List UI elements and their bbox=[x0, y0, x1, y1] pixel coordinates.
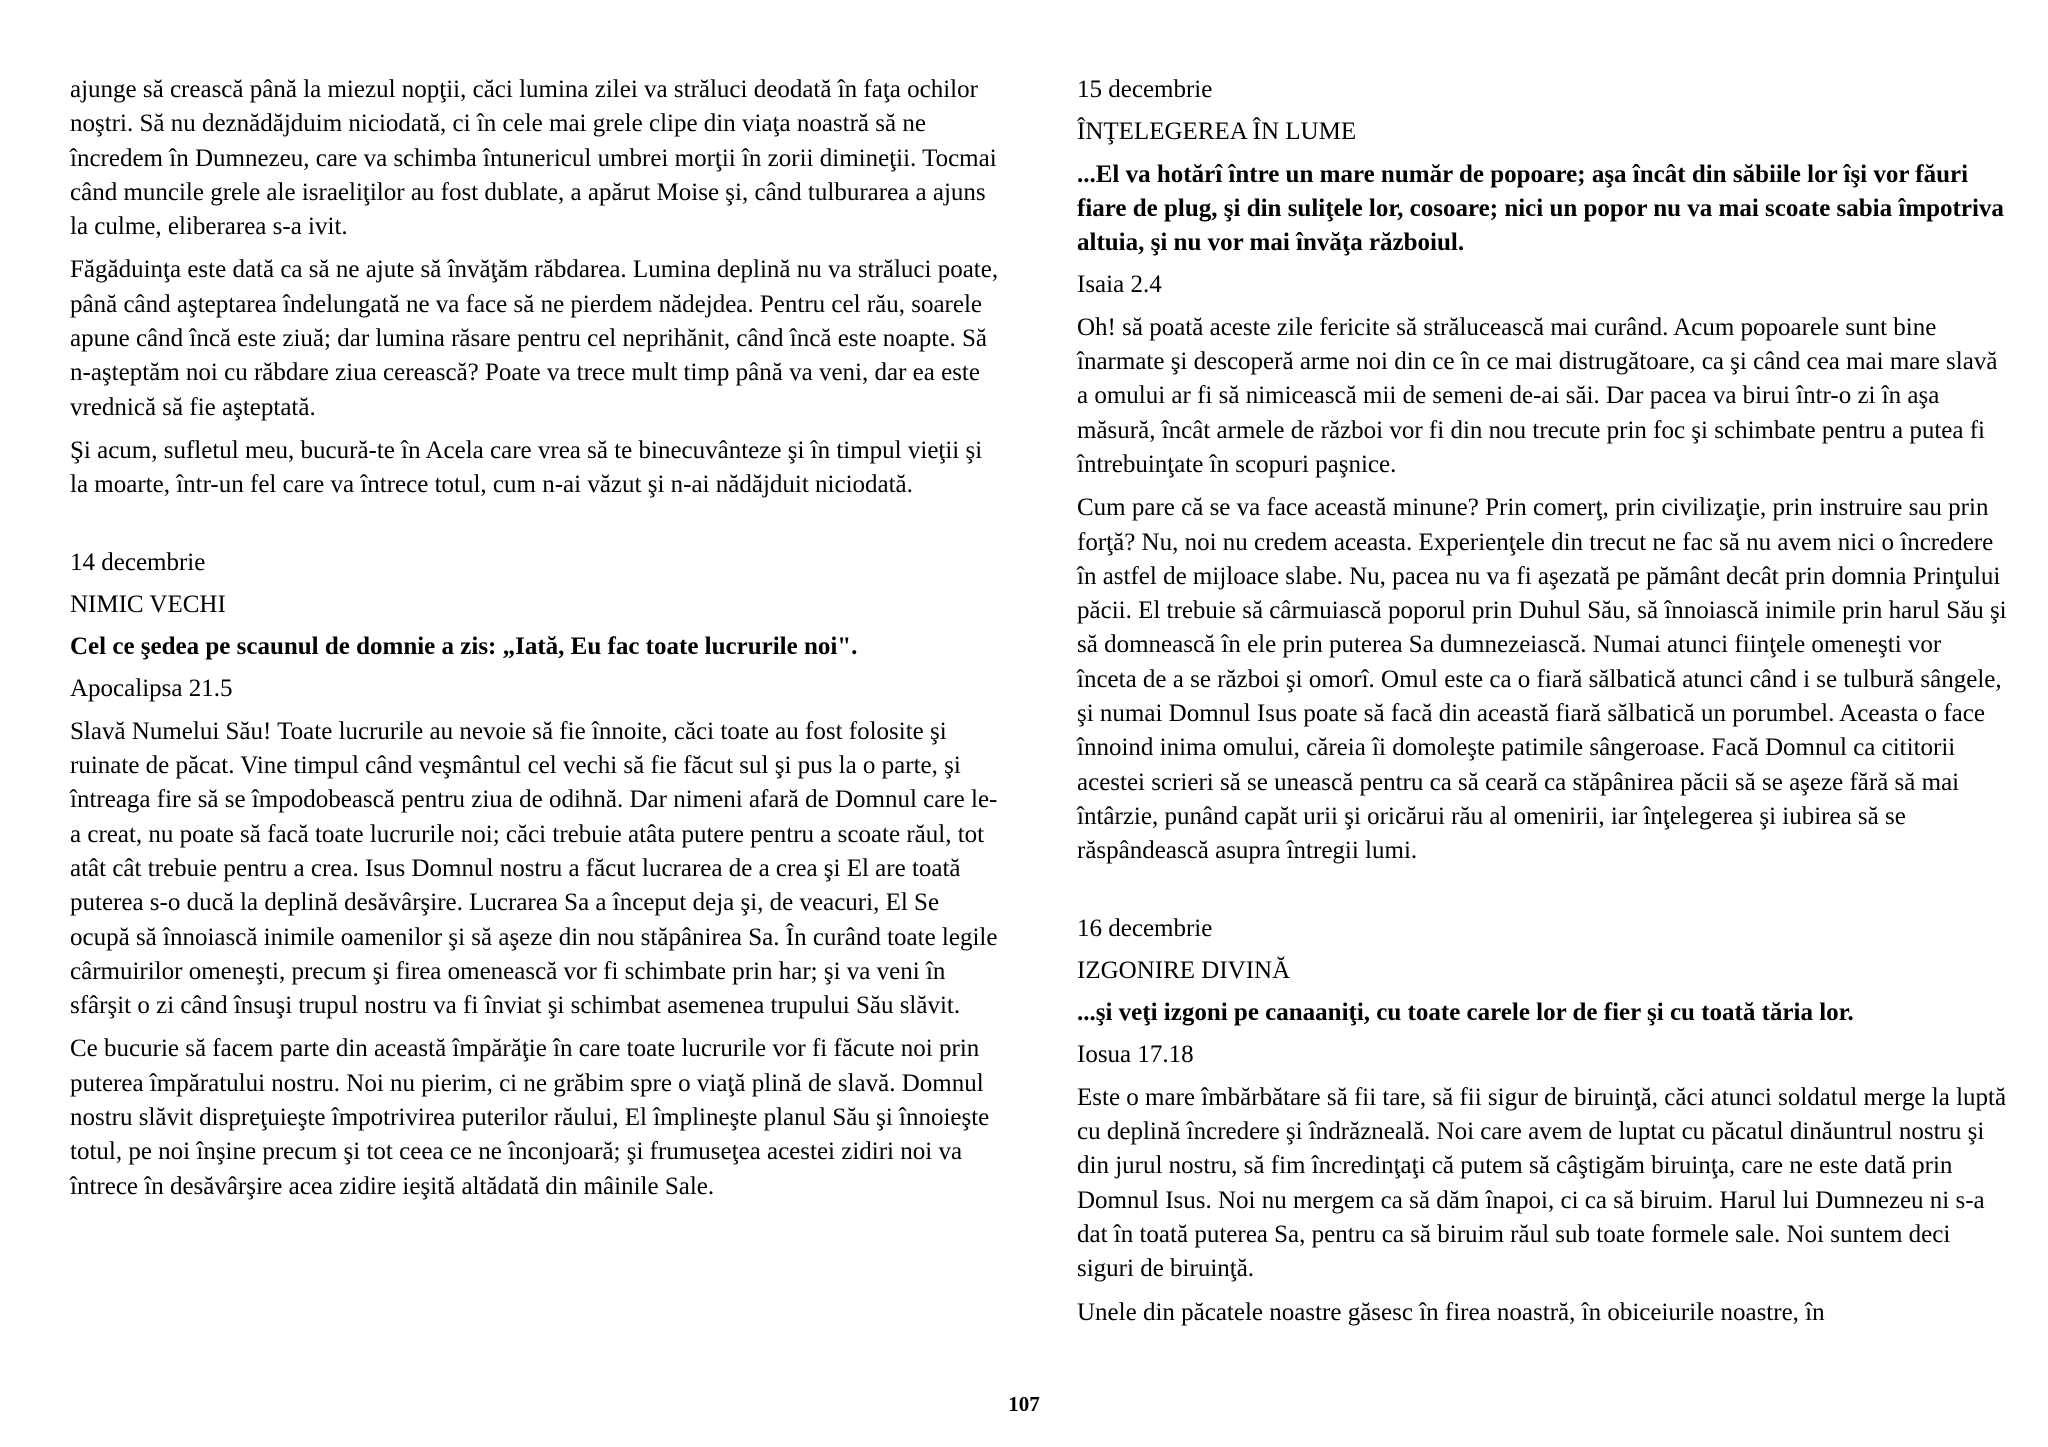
paragraph: Şi acum, sufletul meu, bucură-te în Acela care vrea să te binecuvânteze şi în timpul vieţii şi la moarte, într-un fel care va întrece totul, cum n-ai văzut şi n-ai nădăjduit niciodată. bbox=[70, 436, 983, 499]
entry-title: IZGONIRE DIVINĂ bbox=[1077, 956, 1291, 984]
entry-reference: Iosua 17.18 bbox=[1077, 1041, 1194, 1069]
entry-spacer bbox=[70, 512, 1000, 546]
paragraph: Unele din păcatele noastre găsesc în firea noastră, în obiceiurile noastre, în bbox=[1077, 1298, 1825, 1326]
page-number: 107 bbox=[1008, 1392, 1040, 1416]
entry-verse: Cel ce şedea pe scaunul de domnie a zis: „Iată, Eu fac toate lucrurile noi". bbox=[70, 633, 858, 661]
entry-spacer bbox=[1077, 878, 2007, 912]
paragraph: ajunge să crească până la miezul nopţii, căci lumina zilei va străluci deodată în faţa ochilor noştri. Să nu deznădăjduim niciodată, ci în cele mai grele clipe din viaţa noastră să ne încredem în Dumnezeu, care va schimba întunericul umbrei morţii în zorii dimineţii. Tocmai când muncile grele ale israeliţilor au fost dublate, a apărut Moise şi, când tulburarea a ajuns la culme, eliberarea s-a ivit. bbox=[70, 76, 997, 241]
paragraph: Cum pare că se va face această minune? Prin comerţ, prin civilizaţie, prin instruire sau prin forţă? Nu, noi nu credem aceasta. Experienţele din trecut ne fac să nu avem nici o încredere în astfel de mijloace slabe. Nu, pacea nu va fi aşezată pe pământ decât prin domnia Prinţului păcii. El trebuie să cârmuiască poporul prin Duhul Său, să înnoiască inimile prin harul Său şi să domnească în ele prin puterea Sa dumnezeiască. Numai atunci fiinţele omeneşti vor înceta de a se război şi omorî. Omul este ca o fiară sălbatică atunci când i se tulbură sângele, şi numai Domnul Isus poate să facă din această fiară sălbatică un porumbel. Aceasta o face înnoind inima omului, căreia îi domoleşte patimile sângeroase. Facă Domnul ca cititorii acestei scrieri să se unească pentru ca să ceară ca stăpânirea păcii să se aşeze fără să mai întârzie, punând capăt urii şi oricărui rău al omenirii, iar înţelegerea şi iubirea să se răspândească asupra întregii lumi. bbox=[1077, 494, 2007, 865]
entry-date: 14 decembrie bbox=[70, 548, 206, 576]
entry-date: 16 decembrie bbox=[1077, 914, 1213, 942]
paragraph: Slavă Numelui Său! Toate lucrurile au nevoie să fie înnoite, căci toate au fost folosite şi ruinate de păcat. Vine timpul când veşmântul cel vechi să fie făcut sul şi pus la o parte, şi întreaga fire să se împodobească pentru ziua de odihnă. Dar nimeni afară de Domnul care le-a creat, nu poate să facă toate lucrurile noi; căci trebuie atâta putere pentru a scoate răul, tot atât cât trebuie pentru a crea. Isus Domnul nostru a făcut lucrarea de a crea şi El are toată puterea s-o ducă la deplină desăvârşire. Lucrarea Sa a început deja şi, de veacuri, El Se ocupă să înnoiască inimile oamenilor şi să aşeze din nou stăpânirea Sa. În curând toate legile cârmuirilor omeneşti, precum şi firea omenească vor fi schimbate prin har; şi va veni în sfârşit o zi când însuşi trupul nostru va fi înviat şi schimbat asemenea trupului Său slăvit. bbox=[70, 717, 998, 1020]
paragraph: Ce bucurie să facem parte din această împărăţie în care toate lucrurile vor fi făcute noi prin puterea împăratului nostru. Noi nu pierim, ci ne grăbim spre o viaţă plină de slavă. Domnul nostru slăvit dispreţuieşte împotrivirea puterilor răului, El împlineşte planul Său şi înnoieşte totul, pe noi înşine precum şi tot ceea ce ne înconjoară; şi frumuseţea acestei zidiri noi va întrece în desăvârşire acea zidire ieşită altădată din mâinile Sale. bbox=[70, 1035, 990, 1200]
right-column bbox=[1077, 73, 2007, 1339]
left-column bbox=[70, 73, 1000, 1213]
entry-reference: Isaia 2.4 bbox=[1077, 271, 1162, 299]
entry-reference: Apocalipsa 21.5 bbox=[70, 675, 233, 703]
paragraph: Făgăduinţa este dată ca să ne ajute să învăţăm răbdarea. Lumina deplină nu va străluci poate, până când aşteptarea îndelungată ne va face să ne pierdem nădejdea. Pentru cel rău, soarele apune când încă este ziuă; dar lumina răsare pentru cel neprihănit, când încă este noapte. Să n-aşteptăm noi cu răbdare ziua cerească? Poate va trece mult timp până va veni, dar ea este vrednică să fie aşteptată. bbox=[70, 256, 999, 421]
paragraph: Oh! să poată aceste zile fericite să strălucească mai curând. Acum popoarele sunt bine înarmate şi descoperă arme noi din ce în ce mai distrugătoare, ca şi când cea mai mare slavă a omului ar fi să nimicească mii de semeni de-ai săi. Dar pacea va birui într-o zi în aşa măsură, încât armele de război vor fi din nou trecute prin foc şi schimbate pentru a putea fi întrebuinţate în scopuri paşnice. bbox=[1077, 313, 1998, 478]
entry-title: ÎNŢELEGEREA ÎN LUME bbox=[1077, 118, 1357, 146]
entry-verse: ...şi veţi izgoni pe canaaniţi, cu toate carele lor de fier şi cu toată tăria lor. bbox=[1077, 999, 1854, 1027]
entry-date: 15 decembrie bbox=[1077, 76, 1213, 103]
entry-title: NIMIC VECHI bbox=[70, 590, 226, 618]
entry-verse: ...El va hotărî între un mare număr de popoare; aşa încât din săbiile lor îşi vor făuri fiare de plug, şi din suliţele lor, cosoare; nici un popor nu va mai scoate sabia împotriva altuia, şi nu vor mai învăţa războiul. bbox=[1077, 160, 2004, 257]
paragraph: Este o mare îmbărbătare să fii tare, să fii sigur de biruinţă, căci atunci soldatul merge la luptă cu deplină încredere şi îndrăzneală. Noi care avem de luptat cu păcatul dinăuntrul nostru şi din jurul nostru, să fim încredinţaţi că putem să câştigăm biruinţa, care ne este dată prin Domnul Isus. Noi nu mergem ca să dăm înapoi, ci ca să biruim. Harul lui Dumnezeu ni s-a dat în toată puterea Sa, pentru ca să biruim răul sub toate formele sale. Noi suntem deci siguri de biruinţă. bbox=[1077, 1083, 2007, 1283]
